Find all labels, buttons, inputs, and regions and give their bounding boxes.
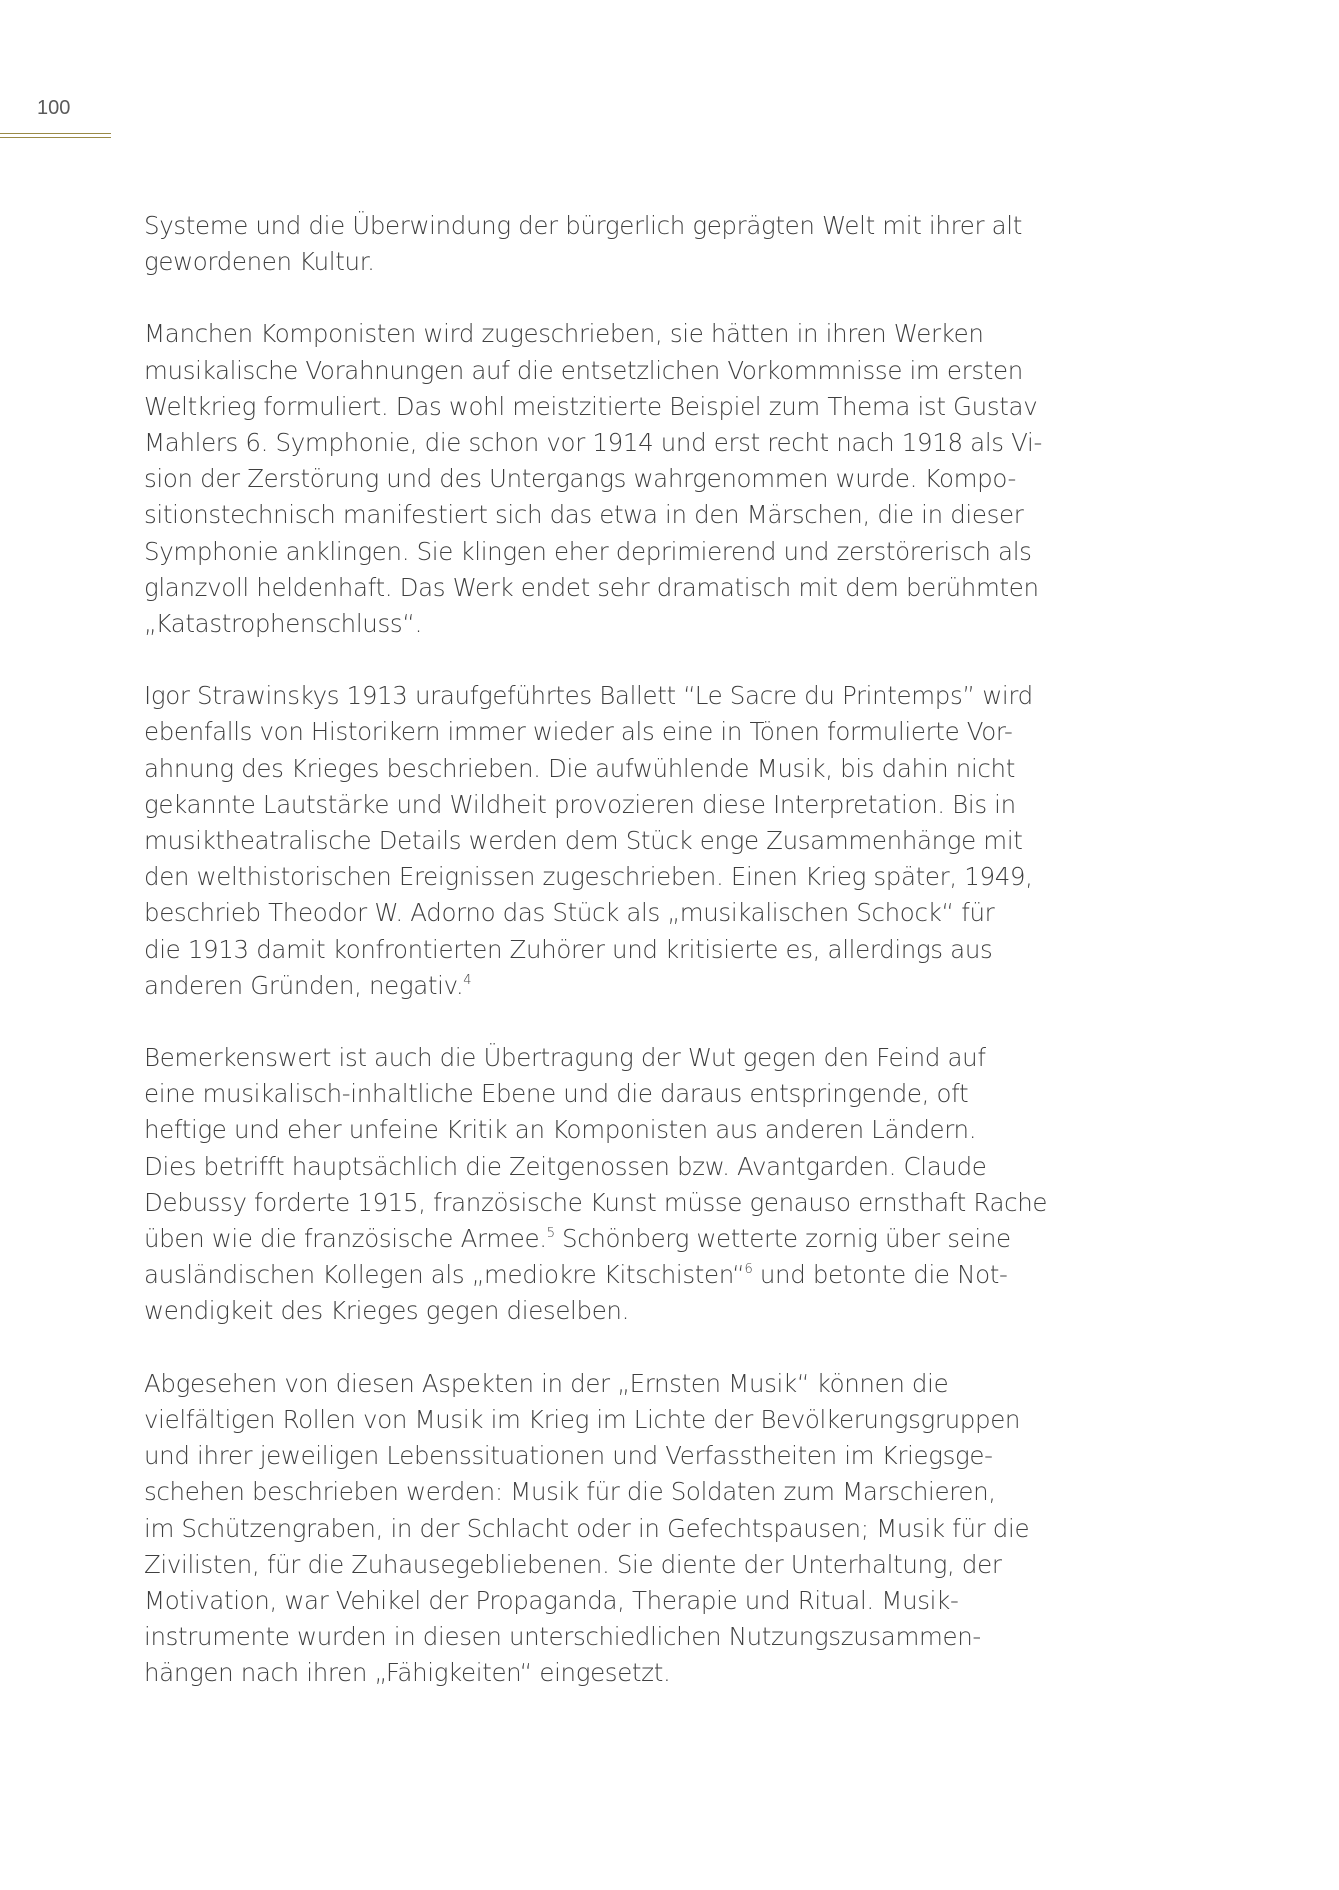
line-text: und betonte die Not- bbox=[752, 1260, 1008, 1290]
body-text bbox=[144, 208, 1074, 1728]
text-line: Abgesehen von diesen Aspekten in der „Ernsten Musik“ können die bbox=[144, 1368, 949, 1398]
text-line: den welthistorischen Ereignissen zugeschrieben. Einen Krieg später, 1949, bbox=[144, 862, 1033, 892]
text-line: wendigkeit des Krieges gegen dieselben. bbox=[144, 1296, 630, 1326]
text-line: musiktheatralische Details werden dem Stück enge Zusammenhänge mit bbox=[144, 826, 1023, 856]
text-line: sion der Zerstörung und des Untergangs wahrgenommen wurde. Kompo- bbox=[144, 464, 1016, 494]
paragraph-1 bbox=[144, 208, 1074, 280]
paragraph-5 bbox=[144, 1366, 1074, 1692]
text-line: Systeme und die Überwindung der bürgerlich geprägten Welt mit ihrer alt bbox=[144, 211, 1023, 240]
text-line: instrumente wurden in diesen unterschiedlichen Nutzungszusammen- bbox=[144, 1622, 981, 1652]
text-line: schehen beschrieben werden: Musik für die Soldaten zum Marschieren, bbox=[144, 1477, 996, 1507]
text-line: Manchen Komponisten wird zugeschrieben, sie hätten in ihren Werken bbox=[144, 319, 984, 349]
text-line: Dies betrifft hauptsächlich die Zeitgenossen bzw. Avantgarden. Claude bbox=[144, 1151, 987, 1181]
text-line: Symphonie anklingen. Sie klingen eher deprimierend und zerstörerisch als bbox=[144, 536, 1032, 566]
text-line: ebenfalls von Historikern immer wieder als eine in Tönen formulierte Vor- bbox=[144, 717, 1013, 747]
line-text: üben wie die französische Armee. bbox=[144, 1224, 547, 1254]
text-line: hängen nach ihren „Fähigkeiten“ eingesetzt. bbox=[144, 1658, 671, 1688]
paragraph-4 bbox=[144, 1040, 1074, 1330]
text-line: gewordenen Kultur. bbox=[144, 247, 375, 277]
text-line: die 1913 damit konfrontierten Zuhörer und kritisierte es, allerdings aus bbox=[144, 934, 993, 964]
text-line: „Katastrophenschluss“. bbox=[144, 609, 423, 639]
text-line: Debussy forderte 1915, französische Kunst müsse genauso ernsthaft Rache bbox=[144, 1187, 1048, 1217]
page-number: 100 bbox=[37, 97, 71, 119]
text-line bbox=[144, 1257, 1074, 1293]
text-line: Mahlers 6. Symphonie, die schon vor 1914 und erst recht nach 1918 als Vi- bbox=[144, 428, 1042, 458]
paragraph-2 bbox=[144, 316, 1074, 642]
text-line bbox=[144, 968, 1074, 1004]
text-line: Bemerkenswert ist auch die Übertragung der Wut gegen den Feind auf bbox=[144, 1043, 986, 1073]
text-line: gekannte Lautstärke und Wildheit provozieren diese Interpretation. Bis in bbox=[144, 789, 1016, 819]
text-line: heftige und eher unfeine Kritik an Komponisten aus anderen Ländern. bbox=[144, 1115, 977, 1145]
page-number-rule bbox=[0, 133, 111, 134]
text-line: Igor Strawinskys 1913 uraufgeführtes Ballett “Le Sacre du Printemps” wird bbox=[144, 681, 1033, 711]
text-line: glanzvoll heldenhaft. Das Werk endet sehr dramatisch mit dem berühmten bbox=[144, 572, 1039, 602]
text-line: und ihrer jeweiligen Lebenssituationen und Verfasstheiten im Kriegsge- bbox=[144, 1441, 993, 1471]
paragraph-3 bbox=[144, 678, 1074, 1004]
footnote-ref-6[interactable]: 6 bbox=[744, 1262, 753, 1278]
text-line: beschrieb Theodor W. Adorno das Stück als „musikalischen Schock“ für bbox=[144, 898, 995, 928]
text-line: Motivation, war Vehikel der Propaganda, Therapie und Ritual. Musik- bbox=[144, 1585, 959, 1615]
text-line: vielfältigen Rollen von Musik im Krieg im Lichte der Bevölkerungsgruppen bbox=[144, 1404, 1021, 1434]
text-line bbox=[144, 1221, 1074, 1257]
text-line: eine musikalisch-inhaltliche Ebene und die daraus entspringende, oft bbox=[144, 1079, 969, 1109]
line-text: anderen Gründen, negativ. bbox=[144, 970, 464, 1000]
text-line: Zivilisten, für die Zuhausegebliebenen. Sie diente der Unterhaltung, der bbox=[144, 1549, 1002, 1579]
text-line: Weltkrieg formuliert. Das wohl meistzitierte Beispiel zum Thema ist Gustav bbox=[144, 391, 1038, 421]
text-line: im Schützengraben, in der Schlacht oder in Gefechtspausen; Musik für die bbox=[144, 1513, 1030, 1543]
text-line: ahnung des Krieges beschrieben. Die aufwühlende Musik, bis dahin nicht bbox=[144, 753, 1015, 783]
text-line: musikalische Vorahnungen auf die entsetzlichen Vorkommnisse im ersten bbox=[144, 355, 1023, 385]
text-line: sitionstechnisch manifestiert sich das etwa in den Märschen, die in dieser bbox=[144, 500, 1024, 530]
line-text: ausländischen Kollegen als „mediokre Kitschisten“ bbox=[144, 1260, 745, 1290]
footnote-ref-5[interactable]: 5 bbox=[546, 1226, 555, 1242]
line-text: Schönberg wetterte zornig über seine bbox=[554, 1224, 1011, 1254]
footnote-ref-4[interactable]: 4 bbox=[463, 972, 472, 988]
